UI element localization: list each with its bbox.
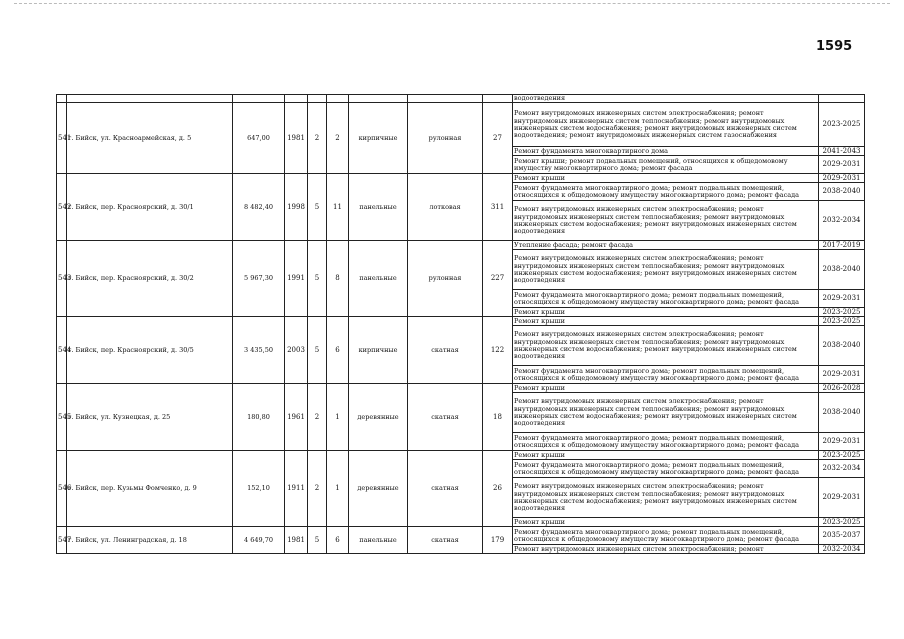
row-roof: скатная [408, 317, 483, 384]
table-row [57, 317, 865, 326]
row-number: 545 [57, 384, 67, 451]
row-work-description: Ремонт крыши [513, 384, 819, 393]
row-work-description: Ремонт фундамента многоквартирного дома; ремонт подвальных помещений, относящихся к общедомовому имуществу многоквартирного дома; ремонт фасада [513, 460, 819, 478]
row-work-description: Ремонт внутридомовых инженерных систем электроснабжения; ремонт внутридомовых инженерных систем теплоснабжения; ремонт внутридомовых инженерных систем водоснабжения; ремонт внутридомовых инженерных систем водоотведения [513, 393, 819, 433]
table-row [57, 174, 865, 183]
row-year: 1998 [285, 174, 308, 241]
row-work-period: 2032-2034 [819, 460, 865, 478]
row-work-description: Ремонт фундамента многоквартирного дома; ремонт подвальных помещений, относящихся к общедомовому имуществу многоквартирного дома; ремонт фасада [513, 527, 819, 545]
row-address: г. Бийск, пер. Кузьмы Фомченко, д. 9 [67, 451, 233, 527]
row-area: 3 435,50 [233, 317, 285, 384]
row-number: 546 [57, 451, 67, 527]
row-address: г. Бийск, ул. Кузнецкая, д. 25 [67, 384, 233, 451]
row-walls: кирпичные [349, 103, 408, 174]
row-entrances: 1 [327, 384, 349, 451]
carryover-works: водоотведения [513, 95, 819, 103]
row-work-period: 2029-2031 [819, 174, 865, 183]
row-area: 647,00 [233, 103, 285, 174]
row-work-period: 2038-2040 [819, 250, 865, 290]
row-number: 547 [57, 527, 67, 554]
row-address: г. Бийск, пер. Красноярский, д. 30/2 [67, 241, 233, 317]
row-address: г. Бийск, ул. Ленинградская, д. 18 [67, 527, 233, 554]
table-row [57, 527, 865, 545]
row-year: 2003 [285, 317, 308, 384]
row-number: 543 [57, 241, 67, 317]
row-work-description: Ремонт фундамента многоквартирного дома; ремонт подвальных помещений, относящихся к общедомовому имуществу многоквартирного дома; ремонт фасада [513, 366, 819, 384]
row-work-description: Ремонт крыши [513, 174, 819, 183]
row-work-period: 2029-2031 [819, 433, 865, 451]
row-address: г. Бийск, ул. Красноармейская, д. 5 [67, 103, 233, 174]
page-number: 1595 [816, 39, 853, 54]
row-work-description: Ремонт внутридомовых инженерных систем электроснабжения; ремонт [513, 545, 819, 554]
row-area: 8 482,40 [233, 174, 285, 241]
row-work-period: 2038-2040 [819, 326, 865, 366]
row-number: 544 [57, 317, 67, 384]
row-work-period: 2026-2028 [819, 384, 865, 393]
row-work-period: 2023-2025 [819, 308, 865, 317]
row-work-period: 2023-2025 [819, 518, 865, 527]
row-year: 1911 [285, 451, 308, 527]
row-work-period: 2017-2019 [819, 241, 865, 250]
row-work-description: Ремонт внутридомовых инженерных систем электроснабжения; ремонт внутридомовых инженерных систем теплоснабжения; ремонт внутридомовых инженерных систем водоснабжения; ремонт внутридомовых инженерных систем водоотведения [513, 478, 819, 518]
row-roof: рулонная [408, 103, 483, 174]
row-number: 542 [57, 174, 67, 241]
row-walls: кирпичные [349, 317, 408, 384]
row-floors: 2 [308, 103, 327, 174]
row-floors: 2 [308, 384, 327, 451]
row-year: 1961 [285, 384, 308, 451]
row-work-period: 2029-2031 [819, 478, 865, 518]
row-walls: деревянные [349, 384, 408, 451]
carryover-row [57, 95, 865, 103]
scan-top-edge [14, 3, 890, 4]
row-work-description: Ремонт крыши [513, 317, 819, 326]
row-residents: 227 [483, 241, 513, 317]
carryover-cell [483, 95, 513, 103]
carryover-cell [67, 95, 233, 103]
registry-body [57, 95, 865, 554]
row-work-description: Ремонт фундамента многоквартирного дома [513, 147, 819, 156]
row-year: 1981 [285, 527, 308, 554]
row-floors: 2 [308, 451, 327, 527]
row-work-description: Утепление фасада; ремонт фасада [513, 241, 819, 250]
row-work-description: Ремонт крыши [513, 451, 819, 460]
row-year: 1981 [285, 103, 308, 174]
carryover-cell [308, 95, 327, 103]
carryover-cell [285, 95, 308, 103]
carryover-cell [819, 95, 865, 103]
carryover-cell [327, 95, 349, 103]
row-work-description: Ремонт фундамента многоквартирного дома; ремонт подвальных помещений, относящихся к общедомовому имуществу многоквартирного дома; ремонт фасада [513, 433, 819, 451]
row-residents: 122 [483, 317, 513, 384]
row-floors: 5 [308, 241, 327, 317]
row-area: 4 649,70 [233, 527, 285, 554]
row-number: 541 [57, 103, 67, 174]
housing-repair-registry-table [56, 94, 865, 554]
row-residents: 26 [483, 451, 513, 527]
carryover-cell [349, 95, 408, 103]
row-work-period: 2023-2025 [819, 451, 865, 460]
row-floors: 5 [308, 317, 327, 384]
table-row [57, 241, 865, 250]
row-work-description: Ремонт крыши [513, 308, 819, 317]
row-work-period: 2029-2031 [819, 290, 865, 308]
row-work-period: 2038-2040 [819, 183, 865, 201]
row-work-period: 2023-2025 [819, 103, 865, 147]
table-row [57, 451, 865, 460]
row-work-description: Ремонт внутридомовых инженерных систем электроснабжения; ремонт внутридомовых инженерных систем теплоснабжения; ремонт внутридомовых инженерных систем водоснабжения; ремонт внутридомовых инженерных систем водоотведения; ремонт внутридомовых инженерных систем газоснабжения [513, 103, 819, 147]
row-work-period: 2023-2025 [819, 317, 865, 326]
row-address: г. Бийск, пер. Красноярский, д. 30/1 [67, 174, 233, 241]
row-area: 180,80 [233, 384, 285, 451]
row-roof: скатная [408, 451, 483, 527]
row-walls: деревянные [349, 451, 408, 527]
row-roof: лотковая [408, 174, 483, 241]
row-work-description: Ремонт фундамента многоквартирного дома; ремонт подвальных помещений, относящихся к общедомовому имуществу многоквартирного дома; ремонт фасада [513, 183, 819, 201]
table-row [57, 384, 865, 393]
row-entrances: 1 [327, 451, 349, 527]
row-roof: рулонная [408, 241, 483, 317]
row-work-description: Ремонт внутридомовых инженерных систем электроснабжения; ремонт внутридомовых инженерных систем теплоснабжения; ремонт внутридомовых инженерных систем водоснабжения; ремонт внутридомовых инженерных систем водоотведения [513, 201, 819, 241]
row-work-description: Ремонт фундамента многоквартирного дома; ремонт подвальных помещений, относящихся к общедомовому имуществу многоквартирного дома; ремонт фасада [513, 290, 819, 308]
row-area: 5 967,30 [233, 241, 285, 317]
row-work-period: 2035-2037 [819, 527, 865, 545]
table-row [57, 103, 865, 147]
row-roof: скатная [408, 384, 483, 451]
row-residents: 179 [483, 527, 513, 554]
row-work-period: 2032-2034 [819, 545, 865, 554]
row-residents: 311 [483, 174, 513, 241]
row-year: 1991 [285, 241, 308, 317]
row-residents: 27 [483, 103, 513, 174]
row-work-description: Ремонт внутридомовых инженерных систем электроснабжения; ремонт внутридомовых инженерных систем теплоснабжения; ремонт внутридомовых инженерных систем водоснабжения; ремонт внутридомовых инженерных систем водоотведения [513, 250, 819, 290]
row-entrances: 6 [327, 527, 349, 554]
row-entrances: 6 [327, 317, 349, 384]
row-walls: панельные [349, 241, 408, 317]
carryover-cell [233, 95, 285, 103]
row-work-description: Ремонт крыши [513, 518, 819, 527]
row-work-period: 2038-2040 [819, 393, 865, 433]
row-address: г. Бийск, пер. Красноярский, д. 30/5 [67, 317, 233, 384]
row-walls: панельные [349, 527, 408, 554]
row-work-period: 2032-2034 [819, 201, 865, 241]
row-floors: 5 [308, 174, 327, 241]
row-residents: 18 [483, 384, 513, 451]
row-work-description: Ремонт внутридомовых инженерных систем электроснабжения; ремонт внутридомовых инженерных систем теплоснабжения; ремонт внутридомовых инженерных систем водоснабжения; ремонт внутридомовых инженерных систем водоотведения [513, 326, 819, 366]
row-roof: скатная [408, 527, 483, 554]
carryover-cell [57, 95, 67, 103]
row-work-description: Ремонт крыши; ремонт подвальных помещений, относящихся к общедомовому имуществу многоквартирного дома; ремонт фасада [513, 156, 819, 174]
row-work-period: 2029-2031 [819, 366, 865, 384]
row-floors: 5 [308, 527, 327, 554]
row-entrances: 11 [327, 174, 349, 241]
row-work-period: 2041-2043 [819, 147, 865, 156]
row-work-period: 2029-2031 [819, 156, 865, 174]
row-entrances: 8 [327, 241, 349, 317]
row-entrances: 2 [327, 103, 349, 174]
carryover-cell [408, 95, 483, 103]
row-walls: панельные [349, 174, 408, 241]
row-area: 152,10 [233, 451, 285, 527]
